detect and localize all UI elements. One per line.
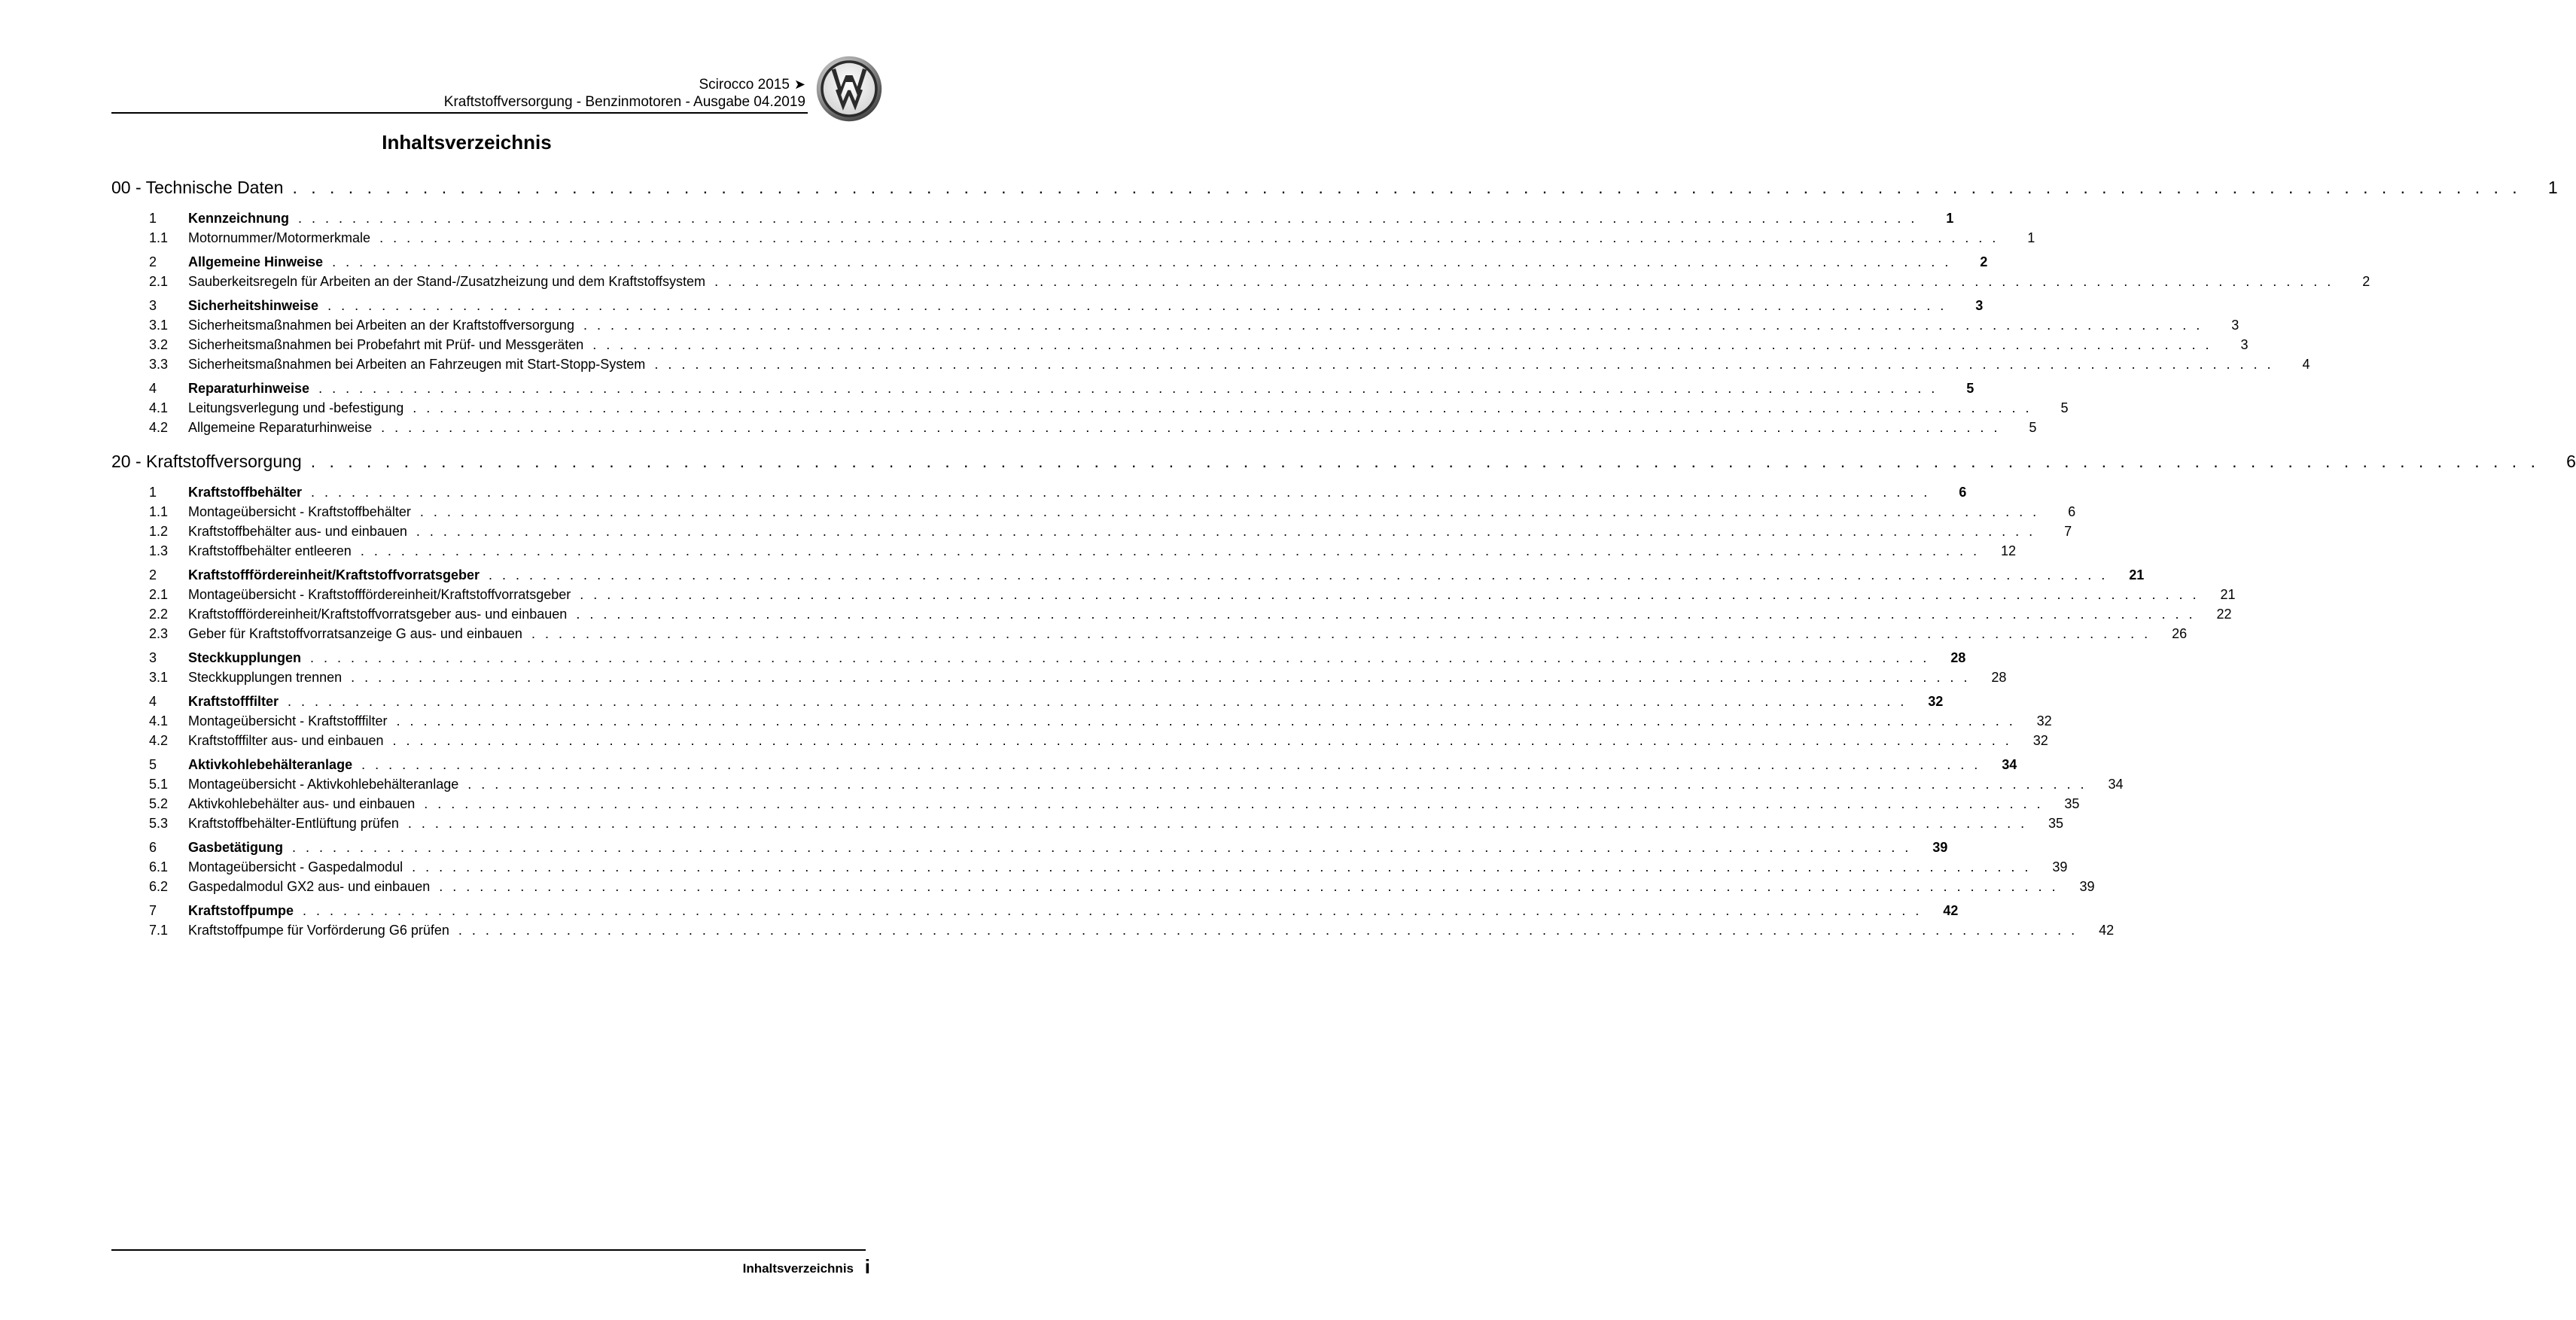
toc-entry-title: Montageübersicht - Kraftstoffbehälter [188,504,411,519]
page-title: Inhaltsverzeichnis [382,131,552,154]
toc-entry-number: 4 [149,694,157,709]
toc-subsection-entry[interactable] [111,923,2115,942]
toc-leader-dots: . . . . . . . . . . . . . . . . . . . . . . . . . . . . . . . . . . . . . . . . . . . . . . . . . . . . . . . . . . . . . . . . . . . . . . . . . . . . . . . . . . . . . . . . . . . . . . . . . . . . . . . . . . . . . . . . . . . . . . . . [576,607,2196,622]
toc-entry-number: 1.1 [149,504,169,519]
toc-leader-dots: . . . . . . . . . . . . . . . . . . . . . . . . . . . . . . . . . . . . . . . . . . . . . . . . . . . . . . . . . . . . . . . . . . . . . . . . . . . . . . . . . . . . . . . . . . . . . . . . . . . . . . . . . . . . . . . . . . . . . . . . [439,879,2059,894]
toc-entry-number: 1.1 [149,230,169,245]
toc-section-entry[interactable] [111,485,1967,504]
toc-leader-dots: . . . . . . . . . . . . . . . . . . . . . . . . . . . . . . . . . . . . . . . . . . . . . . . . . . . . . . . . . . . . . . . . . . . . . . . . . . . . . . . . . . . . . . . . . . . . . . . . . . . . . . . . . . . . . . . . . . . . . . . . [381,420,2001,435]
toc-leader-dots: . . . . . . . . . . . . . . . . . . . . . . . . . . . . . . . . . . . . . . . . . . . . . . . . . . . . . . . . . . . . . . . . . . . . . . . . . . . . . . . . . . . . . . . . . . . . . . . . . . . . . . . . . . . . . . . . . . . . . . . . [580,587,2200,602]
toc-entry-title: Kraftstofffilter aus- und einbauen [188,733,384,748]
toc-entry-number: 3.1 [149,318,169,333]
toc-entry-page: 42 [1943,903,1959,918]
toc-entry-page: 26 [2172,626,2188,641]
toc-leader-dots: . . . . . . . . . . . . . . . . . . . . . . . . . . . . . . . . . . . . . . . . . . . . . . . . . . . . . . . . . . . . . . . . . . . . . . . . . . . . . . . . . . . . . . . . . . . . . . . . . . . . . . . . . . . . . . . . . . . . . . . . [458,923,2078,938]
toc-subsection-entry[interactable] [111,796,2080,816]
toc-section-entry[interactable] [111,567,2145,587]
toc-entry-page: 32 [2032,733,2048,748]
toc-entry-title: Kennzeichnung [188,211,289,226]
toc-entry-number: 7.1 [149,923,169,938]
header-divider [111,112,808,114]
vw-logo-icon [815,55,883,123]
toc-entry-page: 3 [1975,298,1984,313]
toc-entry-title: Montageübersicht - Aktivkohlebehälteranlage [188,777,459,792]
toc-leader-dots: . . . . . . . . . . . . . . . . . . . . . . . . . . . . . . . . . . . . . . . . . . . . . . . . . . . . . . . . . . . . . . . . . . . . . . . . . . . . . . . . . . . . . . . . . . . . . . . . . . . . . . . . . . . . . . . . . . . . . . . . [407,816,2028,831]
toc-entry-title: Reparaturhinweise [188,381,310,396]
toc-leader-dots: . . . . . . . . . . . . . . . . . . . . . . . . . . . . . . . . . . . . . . . . . . . . . . . . . . . . . . . . . . . . . . . . . . . . . . . . . . . . . . . . . . . . . . . . . . . . . . . . . . . . . . . . . . . . . . . . . . . . . . . . [292,840,1912,855]
footer-page-number: i [864,1255,870,1278]
toc-entry-page: 3 [2240,337,2249,352]
toc-chapter-page: 1 [2547,178,2558,197]
toc-chapter-group [111,452,2576,942]
toc-leader-dots: . . . . . . . . . . . . . . . . . . . . . . . . . . . . . . . . . . . . . . . . . . . . . . . . . . . . . . . . . . . . . . . . . . . . . . . . . . . . . . . . . . . . . . . . . . . . . . . . . . . . . . . . . . . . . . . . . . . . . . . . [412,859,2032,874]
toc-entry-page: 28 [1950,650,1966,665]
toc-entry-page: 42 [2099,923,2115,938]
toc-entry-page: 39 [2079,879,2095,894]
toc-leader-dots: . . . . . . . . . . . . . . . . . . . . . . . . . . . . . . . . . . . . . . . . . . . . . . . . . . . . . . . . . . . . . . . . . . . . . . . . . . . . . . . . . . . . . . . . . . . . . . . . . . . . . . . . . . . . . . . . . . . . . . . . [379,230,1999,245]
toc-chapter-entry[interactable] [111,178,2558,206]
toc-section-entry[interactable] [111,381,1975,400]
toc-leader-dots: . . . . . . . . . . . . . . . . . . . . . . . . . . . . . . . . . . . . . . . . . . . . . . . . . . . . . . . . . . . . . . . . . . . . . . . . . . . . . . . . . . . . . . . . . . . . . . . . . . . . . . . . . . . . . . . . . . . . . . . . [327,298,1947,313]
toc-chapter-title: 00 - Technische Daten [111,178,284,197]
toc-entry-page: 39 [1932,840,1948,855]
toc-section-entry[interactable] [111,211,1954,230]
toc-entry-number: 3 [149,298,157,313]
toc-leader-dots: . . . . . . . . . . . . . . . . . . . . . . . . . . . . . . . . . . . . . . . . . . . . . . . . . . . . . . . . . . . . . . . . . . . . . . . . . . . . . . . . . . . . . . . . . . . . . . . . . . . . . . . . . . . . . . . . . . . . . . . . [310,650,1930,665]
toc-entry-page: 32 [1928,694,1944,709]
toc-entry-title: Motornummer/Motormerkmale [188,230,371,245]
toc-subsection-entry[interactable] [111,504,2076,524]
toc-leader-dots: . . . . . . . . . . . . . . . . . . . . . . . . . . . . . . . . . . . . . . . . . . . . . . . . . . . . . . . . . . . . . . . . . . . . . . . . . . . . . . . . . . . . . . . . . . . . . . . . . . . . . . . . . . . . . . . . . . . . . . . . [351,670,1971,685]
toc-entry-number: 6 [149,840,157,855]
toc-section-entry[interactable] [111,694,1944,713]
toc-entry-number: 6.1 [149,859,169,874]
toc-subsection-entry[interactable] [111,879,2095,899]
toc-subsection-entry[interactable] [111,274,2370,294]
toc-entry-number: 5.1 [149,777,169,792]
toc-chapter-title: 20 - Kraftstoffversorgung [111,452,302,471]
toc-entry-page: 35 [2064,796,2080,811]
toc-entry-page: 28 [1991,670,2007,685]
toc-entry-number: 1 [149,211,157,226]
toc-entry-number: 1 [149,485,157,500]
toc-leader-dots: . . . . . . . . . . . . . . . . . . . . . . . . . . . . . . . . . . . . . . . . . . . . . . . . . . . . . . . . . . . . . . . . . . . . . . . . . . . . . . . . . . . . . . . . . . . . . . . . . . . . . . . . . . . . . . . . . . . . . . . . [303,903,1923,918]
toc-leader-dots: . . . . . . . . . . . . . . . . . . . . . . . . . . . . . . . . . . . . . . . . . . . . . . . . . . . . . . . . . . . . . . . . . . . . . . . . . . . . . . . . . . . . . . . . . . . . . . . . . . . . . . . . . . . . . . . . . . . . . . . . [396,713,2016,728]
toc-entry-number: 6.2 [149,879,169,894]
toc-entry-title: Kraftstoffbehälter aus- und einbauen [188,524,407,539]
toc-subsection-entry[interactable] [111,357,2310,376]
toc-entry-title: Sicherheitsmaßnahmen bei Arbeiten an der Kraftstoffversorgung [188,318,574,333]
toc-leader-dots: . . . . . . . . . . . . . . . . . . . . . . . . . . . . . . . . . . . . . . . . . . . . . . . . . . . . . . . . . . . . . . . . . . . . . . . . . . . . . . . . . . . . . . . . . . . . . . . . . . . . . . . . . . . . . . . . . . . . . . . . [419,504,2040,519]
toc-leader-dots: . . . . . . . . . . . . . . . . . . . . . . . . . . . . . . . . . . . . . . . . . . . . . . . . . . . . . . . . . . . . . . . . . . . . . . . . . . . . . . . . . . . . . . . . . . . . . . . . . . . . . . . . . . . . . . . . . . . . . . . . [467,777,2087,792]
header-model-text: Scirocco 2015 [699,77,790,93]
toc-entry-title: Montageübersicht - Gaspedalmodul [188,859,403,874]
toc-entry-title: Kraftstoffbehälter entleeren [188,543,352,558]
toc-entry-number: 2 [149,254,157,269]
toc-entry-page: 39 [2052,859,2068,874]
toc-entry-number: 4 [149,381,157,396]
arrow-icon: ➤ [793,77,805,92]
toc-leader-dots: . . . . . . . . . . . . . . . . . . . . . . . . . . . . . . . . . . . . . . . . . . . . . . . . . . . . . . . . . . . . . . . . . . . . . . . . . . . . . . . . . . . . . . . . . . . . . . . . . . . . . . . . . . . . . . . . . . . . . . . . [592,337,2212,352]
toc-leader-dots: . . . . . . . . . . . . . . . . . . . . . . . . . . . . . . . . . . . . . . . . . . . . . . . . . . . . . . . . . . . . . . . . . . . . . . . . . . . . . . . . . . . . . . . . . . . . . . . . . . . . . . . . . . . . . . . . . . . . . . . . [292,178,2522,197]
toc-entry-number: 5 [149,757,157,772]
toc-entry-title: Kraftstoffbehälter [188,485,303,500]
toc-section-entry[interactable] [111,840,1948,859]
toc-entry-title: Steckkupplungen trennen [188,670,343,685]
toc-leader-dots: . . . . . . . . . . . . . . . . . . . . . . . . . . . . . . . . . . . . . . . . . . . . . . . . . . . . . . . . . . . . . . . . . . . . . . . . . . . . . . . . . . . . . . . . . . . . . . . . . . . . . . . . . . . . . . . . . . . . . . . . [310,452,2540,471]
toc-entry-number: 4.2 [149,420,169,435]
toc-entry-number: 1.2 [149,524,169,539]
toc-leader-dots: . . . . . . . . . . . . . . . . . . . . . . . . . . . . . . . . . . . . . . . . . . . . . . . . . . . . . . . . . . . . . . . . . . . . . . . . . . . . . . . . . . . . . . . . . . . . . . . . . . . . . . . . . . . . . . . . . . . . . . . . [424,796,2044,811]
toc-subsection-entry[interactable] [111,543,2017,563]
toc-entry-page: 1 [1946,211,1954,226]
toc-section-entry[interactable] [111,650,1966,670]
toc-entry-page: 21 [2220,587,2236,602]
toc-chapter-page: 6 [2566,452,2576,471]
toc-subsection-entry[interactable] [111,777,2124,796]
toc-entry-title: Kraftstoffpumpe für Vorförderung G6 prüfen [188,923,449,938]
toc-section-entry[interactable] [111,903,1959,923]
toc-subsection-entry[interactable] [111,626,2188,646]
toc-entry-page: 5 [1966,381,1975,396]
toc-entry-number: 5.3 [149,816,169,831]
toc-entry-page: 3 [2231,318,2240,333]
toc-leader-dots: . . . . . . . . . . . . . . . . . . . . . . . . . . . . . . . . . . . . . . . . . . . . . . . . . . . . . . . . . . . . . . . . . . . . . . . . . . . . . . . . . . . . . . . . . . . . . . . . . . . . . . . . . . . . . . . . . . . . . . . . [531,626,2151,641]
toc-entry-number: 4.1 [149,400,169,415]
toc-entry-title: Kraftstofffilter [188,694,279,709]
toc-entry-title: Kraftstoffbehälter-Entlüftung prüfen [188,816,399,831]
toc-entry-page: 34 [2002,757,2017,772]
toc-entry-page: 6 [2068,504,2076,519]
toc-entry-page: 22 [2216,607,2232,622]
toc-subsection-entry[interactable] [111,318,2240,337]
toc-entry-title: Kraftstoffpumpe [188,903,294,918]
toc-leader-dots: . . . . . . . . . . . . . . . . . . . . . . . . . . . . . . . . . . . . . . . . . . . . . . . . . . . . . . . . . . . . . . . . . . . . . . . . . . . . . . . . . . . . . . . . . . . . . . . . . . . . . . . . . . . . . . . . . . . . . . . . [298,211,1918,226]
toc-entry-title: Sicherheitsmaßnahmen bei Probefahrt mit Prüf- und Messgeräten [188,337,584,352]
toc-entry-number: 1.3 [149,543,169,558]
toc-leader-dots: . . . . . . . . . . . . . . . . . . . . . . . . . . . . . . . . . . . . . . . . . . . . . . . . . . . . . . . . . . . . . . . . . . . . . . . . . . . . . . . . . . . . . . . . . . . . . . . . . . . . . . . . . . . . . . . . . . . . . . . . [392,733,2012,748]
toc-leader-dots: . . . . . . . . . . . . . . . . . . . . . . . . . . . . . . . . . . . . . . . . . . . . . . . . . . . . . . . . . . . . . . . . . . . . . . . . . . . . . . . . . . . . . . . . . . . . . . . . . . . . . . . . . . . . . . . . . . . . . . . . [318,381,1938,396]
toc-leader-dots: . . . . . . . . . . . . . . . . . . . . . . . . . . . . . . . . . . . . . . . . . . . . . . . . . . . . . . . . . . . . . . . . . . . . . . . . . . . . . . . . . . . . . . . . . . . . . . . . . . . . . . . . . . . . . . . . . . . . . . . . [714,274,2334,289]
toc-entry-number: 3.1 [149,670,169,685]
toc-subsection-entry[interactable] [111,816,2064,835]
toc-subsection-entry[interactable] [111,733,2048,753]
toc-section-entry[interactable] [111,254,1988,274]
toc-subsection-entry[interactable] [111,587,2236,607]
toc-entry-number: 7 [149,903,157,918]
toc-entry-page: 7 [2064,524,2072,539]
toc-entry-number: 4.2 [149,733,169,748]
toc-chapter-entry[interactable] [111,452,2576,480]
toc-entry-title: Sicherheitshinweise [188,298,319,313]
toc-entry-page: 35 [2048,816,2064,831]
toc-entry-page: 32 [2036,713,2052,728]
footer-label: Inhaltsverzeichnis [742,1261,854,1276]
toc-subsection-entry[interactable] [111,230,2036,250]
toc-entry-title: Allgemeine Reparaturhinweise [188,420,373,435]
toc-entry-title: Aktivkohlebehälteranlage [188,757,353,772]
toc-entry-title: Steckkupplungen [188,650,302,665]
toc-entry-number: 2.2 [149,607,169,622]
toc-entry-title: Allgemeine Hinweise [188,254,324,269]
toc-entry-page: 21 [2129,567,2145,582]
toc-subsection-entry[interactable] [111,337,2249,357]
toc-leader-dots: . . . . . . . . . . . . . . . . . . . . . . . . . . . . . . . . . . . . . . . . . . . . . . . . . . . . . . . . . . . . . . . . . . . . . . . . . . . . . . . . . . . . . . . . . . . . . . . . . . . . . . . . . . . . . . . . . . . . . . . . [288,694,1908,709]
toc-entry-title: Geber für Kraftstoffvorratsanzeige G aus- und einbauen [188,626,522,641]
toc-subsection-entry[interactable] [111,713,2052,733]
toc-entry-title: Montageübersicht - Kraftstofffördereinheit/Kraftstoffvorratsgeber [188,587,571,602]
toc-entry-page: 5 [2029,420,2037,435]
toc-entry-number: 4.1 [149,713,169,728]
toc-entry-title: Aktivkohlebehälter aus- und einbauen [188,796,416,811]
footer-divider [111,1249,866,1251]
toc-entry-title: Kraftstofffördereinheit/Kraftstoffvorratsgeber aus- und einbauen [188,607,568,622]
toc-entry-number: 5.2 [149,796,169,811]
toc-leader-dots: . . . . . . . . . . . . . . . . . . . . . . . . . . . . . . . . . . . . . . . . . . . . . . . . . . . . . . . . . . . . . . . . . . . . . . . . . . . . . . . . . . . . . . . . . . . . . . . . . . . . . . . . . . . . . . . . . . . . . . . . [360,543,1981,558]
header-model [699,75,806,94]
toc-subsection-entry[interactable] [111,670,2007,689]
toc-leader-dots: . . . . . . . . . . . . . . . . . . . . . . . . . . . . . . . . . . . . . . . . . . . . . . . . . . . . . . . . . . . . . . . . . . . . . . . . . . . . . . . . . . . . . . . . . . . . . . . . . . . . . . . . . . . . . . . . . . . . . . . . [361,757,1981,772]
toc-section-entry[interactable] [111,757,2017,777]
toc-leader-dots: . . . . . . . . . . . . . . . . . . . . . . . . . . . . . . . . . . . . . . . . . . . . . . . . . . . . . . . . . . . . . . . . . . . . . . . . . . . . . . . . . . . . . . . . . . . . . . . . . . . . . . . . . . . . . . . . . . . . . . . . [654,357,2274,372]
toc-subsection-entry[interactable] [111,420,2037,439]
toc-entry-page: 12 [2001,543,2017,558]
toc-leader-dots: . . . . . . . . . . . . . . . . . . . . . . . . . . . . . . . . . . . . . . . . . . . . . . . . . . . . . . . . . . . . . . . . . . . . . . . . . . . . . . . . . . . . . . . . . . . . . . . . . . . . . . . . . . . . . . . . . . . . . . . . [583,318,2203,333]
toc-entry-number: 3 [149,650,157,665]
table-of-contents [111,178,2576,942]
toc-subsection-entry[interactable] [111,524,2072,543]
toc-leader-dots: . . . . . . . . . . . . . . . . . . . . . . . . . . . . . . . . . . . . . . . . . . . . . . . . . . . . . . . . . . . . . . . . . . . . . . . . . . . . . . . . . . . . . . . . . . . . . . . . . . . . . . . . . . . . . . . . . . . . . . . . [413,400,2032,415]
toc-entry-number: 2.1 [149,587,169,602]
toc-entry-title: Montageübersicht - Kraftstofffilter [188,713,388,728]
toc-entry-title: Leitungsverlegung und -befestigung [188,400,404,415]
toc-entry-number: 3.2 [149,337,169,352]
toc-chapter-group [111,178,2558,439]
toc-leader-dots: . . . . . . . . . . . . . . . . . . . . . . . . . . . . . . . . . . . . . . . . . . . . . . . . . . . . . . . . . . . . . . . . . . . . . . . . . . . . . . . . . . . . . . . . . . . . . . . . . . . . . . . . . . . . . . . . . . . . . . . . [332,254,1952,269]
page-header [0,0,933,120]
toc-entry-title: Sicherheitsmaßnahmen bei Arbeiten an Fahrzeugen mit Start-Stopp-System [188,357,646,372]
toc-entry-number: 2.1 [149,274,169,289]
toc-entry-title: Gaspedalmodul GX2 aus- und einbauen [188,879,431,894]
toc-leader-dots: . . . . . . . . . . . . . . . . . . . . . . . . . . . . . . . . . . . . . . . . . . . . . . . . . . . . . . . . . . . . . . . . . . . . . . . . . . . . . . . . . . . . . . . . . . . . . . . . . . . . . . . . . . . . . . . . . . . . . . . . [416,524,2036,539]
toc-leader-dots: . . . . . . . . . . . . . . . . . . . . . . . . . . . . . . . . . . . . . . . . . . . . . . . . . . . . . . . . . . . . . . . . . . . . . . . . . . . . . . . . . . . . . . . . . . . . . . . . . . . . . . . . . . . . . . . . . . . . . . . . [311,485,1931,500]
toc-entry-number: 2 [149,567,157,582]
toc-entry-page: 2 [2362,274,2370,289]
toc-subsection-entry[interactable] [111,400,2069,420]
toc-entry-title: Kraftstofffördereinheit/Kraftstoffvorratsgeber [188,567,480,582]
header-subtitle: Kraftstoffversorgung - Benzinmotoren - Ausgabe 04.2019 [443,94,805,110]
toc-leader-dots: . . . . . . . . . . . . . . . . . . . . . . . . . . . . . . . . . . . . . . . . . . . . . . . . . . . . . . . . . . . . . . . . . . . . . . . . . . . . . . . . . . . . . . . . . . . . . . . . . . . . . . . . . . . . . . . . . . . . . . . . [489,567,2109,582]
toc-entry-title: Gasbetätigung [188,840,284,855]
toc-entry-number: 3.3 [149,357,169,372]
toc-entry-page: 2 [1980,254,1988,269]
toc-entry-number: 2.3 [149,626,169,641]
toc-subsection-entry[interactable] [111,859,2068,879]
toc-entry-page: 5 [2060,400,2069,415]
toc-section-entry[interactable] [111,298,1984,318]
toc-entry-page: 1 [2027,230,2036,245]
toc-entry-title: Sauberkeitsregeln für Arbeiten an der Stand-/Zusatzheizung und dem Kraftstoffsystem [188,274,706,289]
toc-entry-page: 34 [2108,777,2124,792]
toc-entry-page: 6 [1959,485,1967,500]
toc-entry-page: 4 [2302,357,2310,372]
toc-subsection-entry[interactable] [111,607,2232,626]
